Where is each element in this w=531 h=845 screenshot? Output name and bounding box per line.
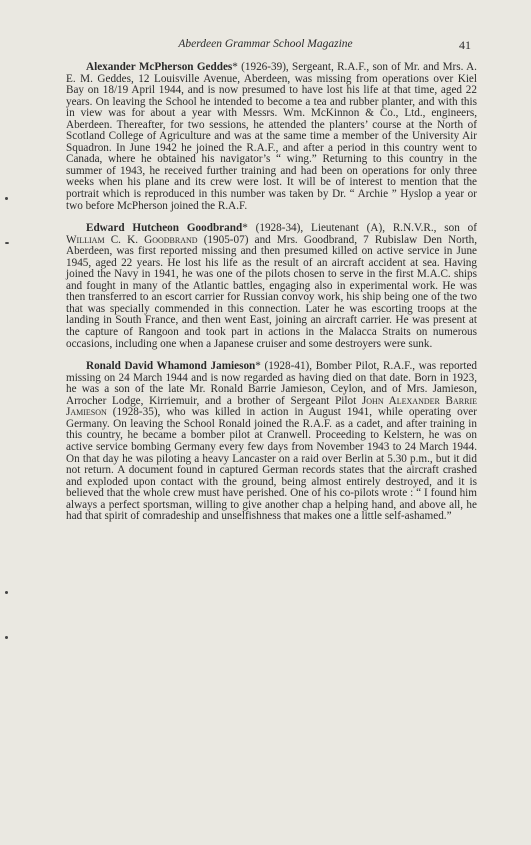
father-name: William C. K. Goodbrand: [66, 233, 198, 246]
obituary-entry: [66, 223, 477, 350]
person-name: Ronald David Whamond Jamieson: [86, 360, 256, 373]
article-body: [66, 62, 477, 534]
obituary-entry: [66, 62, 477, 212]
page-number: 41: [459, 38, 471, 52]
page-speck: [5, 636, 8, 639]
entry-text: * (1928-41), Bomber Pilot, R.A.F., was reported missing on 24 March 1944 and is now regarded as having died on that date. Born in 1923, he was a son of the late Mr. Ronald Barrie Jamieson, Ceylon, and of Mrs. Jamieson, Arrocher Lodge, Kirriemuir, and a brother of Sergeant Pilot: [66, 360, 478, 407]
page-speck: [5, 242, 9, 244]
entry-text: (1905-07) and Mrs. Goodbrand, 7 Rubislaw Den North, Aberdeen, was first reported missing and then presumed killed on active service in June 1945, aged 22 years. He lost his life as the result of an aircraft accident at sea. Having joined the Navy in 1941, he was one of the pilots chosen to serve in the first M.A.C. ships and fought in many of the Atlantic battles, engaging also in experimental work. He was then transferred to an escort carrier for Russian convoy work, his ship being one of the two that was specially commended in this connection. Later he was escorting troops at the landing in South France, and then went East, joining an aircraft carrier. He was present at the capture of Rangoon and took part in actions in the Malacca Straits on numerous occasions, including one when a Japanese cruiser and some destroyers were sunk.: [66, 233, 477, 350]
brother-name: John Alexander Barrie Jamieson: [66, 394, 478, 419]
entry-text: (1928-35), who was killed in action in August 1941, while operating over Germany. On leaving the School Ronald joined the R.A.F. as a cadet, and after training in this country, he became a bomber pilot at Cranwell. Proceeding to Kelstern, he was on active service bombing Germany every few days from November 1943 to 24 March 1944. On that day he was piloting a heavy Lancaster on a raid over Berlin at 5.30 p.m., but it did not return. A document found in captured German records states that the aircraft crashed and exploded upon contact with the ground, being almost entirely destroyed, and it is believed that the whole crew must have perished. One of his co-pilots wrote : “ I found him always a perfect sportsman, willing to give another chap a helping hand, and above all, he had that spirit of comradeship and unselfishness that makes one a little self-ashamed.”: [66, 406, 477, 523]
page-speck: [5, 197, 8, 200]
magazine-title: Aberdeen Grammar School Magazine: [178, 38, 353, 50]
running-header: [60, 38, 471, 52]
entry-text: * (1926-39), Sergeant, R.A.F., son of Mr. and Mrs. A. E. M. Geddes, 12 Louisville Avenue, Aberdeen, was missing from operations over Kiel Bay on 18/19 April 1944, and is now presumed to have lost his life at that time, aged 22 years. On leaving the School he intended to become a tea and rubber planter, and with this in view was for about a year with Messrs. Wm. McKinnon & Co., Ltd., engineers, Aberdeen. Thereafter, for two sessions, he attended the planters’ course at the North of Scotland College of Agriculture and was at the same time a member of the University Air Squadron. In June 1942 he joined the R.A.F., and after a period in this country went to Canada, where he obtained his navigator’s “ wing.” Returning to this country in the summer of 1943, he received further training and had been on operations for only three weeks when his plane and its crew were lost. It will be of interest to mention that the portrait which is reproduced in this number was taken by Dr. “ Archie ” Hyslop a year or two before McPherson joined the R.A.F.: [66, 61, 477, 212]
person-name: Edward Hutcheon Goodbrand: [86, 222, 243, 235]
obituary-entry: [66, 361, 477, 523]
page-speck: [5, 591, 8, 594]
entry-text: * (1928-34), Lieutenant (A), R.N.V.R., son of: [242, 222, 478, 235]
person-name: Alexander McPherson Geddes: [86, 61, 233, 73]
